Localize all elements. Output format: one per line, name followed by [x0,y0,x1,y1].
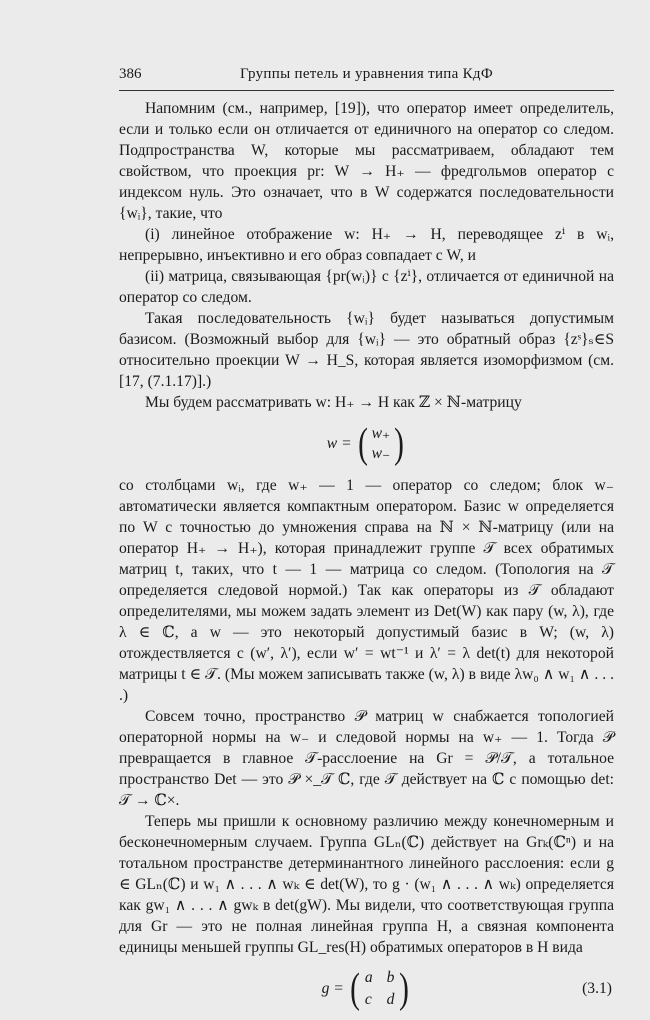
left-paren: ( [349,966,360,1012]
right-paren: ) [394,421,405,467]
page-number: 386 [119,66,142,82]
right-paren: ) [399,966,410,1012]
formula-g-matrix [119,958,614,1020]
matrix-b: b [386,969,395,986]
main-text [119,98,614,1020]
paragraph-6: Теперь мы пришли к основному различию между конечномерным и бесконечномерным случаем. Группа GLₙ(ℂ) действует на Grₖ(ℂⁿ) и на тотальном пространстве детерминантного линейного расслоения: если g ∈ GLₙ(ℂ) и w₁ ∧ . . . ∧ wₖ ∈ det(W), то g · (w₁ ∧ . . . ∧ wₖ) определяется как gw₁ ∧ . . . ∧ gwₖ в det(gW). Мы видели, что соответствующая группа для Gr — это не полная линейная группа H, а связная компонента единицы меньшей группы GL_res(H) обратимых операторов в H вида [119,813,614,956]
paragraph-4: со столбцами wᵢ, где w₊ — 1 — оператор со следом; блок w₋ автоматически является компактным оператором. Базис w определяется по W с точностью до умножения справа на ℕ × ℕ-матрицу (или на оператор H₊ → H₊), которая принадлежит группе 𝒯 всех обратимых матриц t, таких, что t — 1 — матрица со следом. (Топология на 𝒯 определяется следовой нормой.) Так как операторы из 𝒯 обладают определителями, мы можем задать элемент из Det(W) как пару (w, λ), где λ ∈ ℂ, а w — это некоторый допустимый базис в W; (w, λ) отождествляется с (w′, λ′), если w′ = wt⁻¹ и λ′ = λ det(t) для некоторой матрицы t ∈ 𝒯. (Мы можем записывать также (w, λ) в виде λw₀ ∧ w₁ ∧ . . . .) [119,477,614,704]
page-header [119,66,614,91]
formula-lhs: g = [321,980,344,997]
formula-w-matrix [119,413,614,475]
paragraph-3: Мы будем рассматривать w: H₊ → H как ℤ × ℕ-матрицу [145,394,522,411]
running-title: Группы петель и уравнения типа КдФ [240,66,493,82]
equation-number: (3.1) [582,980,612,997]
paragraph-1: Напомним (см., например, [19]), что оператор имеет определитель, если и только если он отличается от единичного на оператор со следом. Подпространства W, которые мы рассматриваем, обладают тем свойством, что проекция pr: W → H₊ — фредгольмов оператор с индексом нуль. Это означает, что в W содержатся последовательности {wᵢ}, такие, что [119,100,614,222]
block-matrix [348,967,412,1011]
matrix-d: d [386,991,395,1008]
formula-lhs: w = [326,435,352,452]
matrix-bottom: w₋ [371,445,391,462]
column-matrix [356,423,407,465]
list-item-ii: (ii) матрица, связывающая {pr(wᵢ)} с {zⁱ}, отличается от единичной на оператор со следом. [119,268,614,306]
matrix-a: a [364,969,373,986]
matrix-top: w₊ [371,425,391,442]
paragraph-5: Совсем точно, пространство 𝒫 матриц w снабжается топологией операторной нормы на w₋ и следовой нормы на w₊ — 1. Тогда 𝒫 превращается в главное 𝒯-расслоение на Gr = 𝒫/𝒯, а тотальное пространство Det — это 𝒫 ×_𝒯 ℂ, где 𝒯 действует на ℂ с помощью det: 𝒯 → ℂ×. [119,708,614,809]
list-item-i: (i) линейное отображение w: H₊ → H, переводящее zⁱ в wᵢ, непрерывно, инъективно и его образ совпадает с W, и [119,226,614,264]
left-paren: ( [357,421,368,467]
paragraph-2: Такая последовательность {wᵢ} будет называться допустимым базисом. (Возможный выбор для {wᵢ} — это обратный образ {zˢ}ₛ∈S относительно проекции W → H_S, которая является изоморфизмом (см. [17, (7.1.17)].) [119,310,614,390]
matrix-c: c [364,991,372,1008]
